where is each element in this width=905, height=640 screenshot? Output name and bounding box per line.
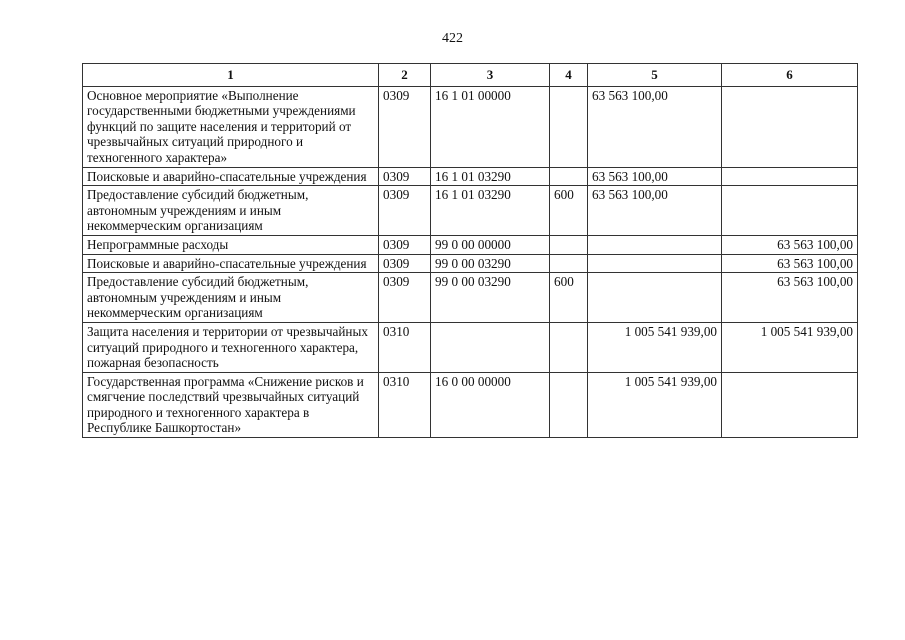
table-row [83,254,858,273]
row-section-code: 0309 [379,235,431,254]
page-number: 422 [442,31,463,46]
table-body [83,86,858,437]
row-target-article: 16 1 01 00000 [431,86,550,167]
row-name: Государственная программа «Снижение рисков и смягчение последствий чрезвычайных ситуаций природного и техногенного характера в Республике Башкортостан» [83,372,379,437]
row-target-article: 99 0 00 03290 [431,273,550,323]
row-name: Поисковые и аварийно-спасательные учреждения [83,254,379,273]
row-amount-col5 [588,235,722,254]
row-name: Предоставление субсидий бюджетным, автономным учреждениям и иным некоммерческим организациям [83,273,379,323]
row-amount-col6: 1 005 541 939,00 [722,322,858,372]
table-row [83,372,858,437]
row-expense-type: 600 [550,186,588,236]
row-expense-type [550,254,588,273]
header-col-1: 1 [83,64,379,87]
header-col-4: 4 [550,64,588,87]
header-row [83,64,858,87]
row-name: Основное мероприятие «Выполнение государственными бюджетными учреждениями функций по защите населения и территорий от чрезвычайных ситуаций природного и техногенного характера» [83,86,379,167]
row-expense-type [550,372,588,437]
row-amount-col6: 63 563 100,00 [722,273,858,323]
row-target-article: 99 0 00 03290 [431,254,550,273]
row-name: Предоставление субсидий бюджетным, автономным учреждениям и иным некоммерческим организациям [83,186,379,236]
row-section-code: 0309 [379,167,431,186]
row-amount-col5: 63 563 100,00 [588,186,722,236]
row-amount-col5: 1 005 541 939,00 [588,372,722,437]
row-section-code: 0309 [379,254,431,273]
table-row [83,235,858,254]
row-section-code: 0309 [379,273,431,323]
header-col-6: 6 [722,64,858,87]
row-amount-col5: 63 563 100,00 [588,86,722,167]
row-section-code: 0309 [379,86,431,167]
row-amount-col6: 63 563 100,00 [722,254,858,273]
row-target-article: 16 1 01 03290 [431,186,550,236]
row-target-article [431,322,550,372]
row-amount-col5 [588,254,722,273]
table-row [83,273,858,323]
row-expense-type [550,86,588,167]
row-amount-col6 [722,86,858,167]
row-expense-type: 600 [550,273,588,323]
header-col-5: 5 [588,64,722,87]
row-amount-col6: 63 563 100,00 [722,235,858,254]
header-col-2: 2 [379,64,431,87]
row-amount-col6 [722,372,858,437]
table-row [83,167,858,186]
table-row [83,86,858,167]
row-name: Защита населения и территории от чрезвычайных ситуаций природного и техногенного характера, пожарная безопасность [83,322,379,372]
row-name: Поисковые и аварийно-спасательные учреждения [83,167,379,186]
row-expense-type [550,167,588,186]
row-amount-col6 [722,186,858,236]
header-col-3: 3 [431,64,550,87]
row-expense-type [550,235,588,254]
budget-table [82,63,858,438]
row-section-code: 0310 [379,372,431,437]
row-section-code: 0310 [379,322,431,372]
row-target-article: 99 0 00 00000 [431,235,550,254]
table-row [83,322,858,372]
row-target-article: 16 0 00 00000 [431,372,550,437]
row-amount-col5 [588,273,722,323]
row-expense-type [550,322,588,372]
row-amount-col6 [722,167,858,186]
row-amount-col5: 1 005 541 939,00 [588,322,722,372]
table-row [83,186,858,236]
row-section-code: 0309 [379,186,431,236]
row-amount-col5: 63 563 100,00 [588,167,722,186]
row-target-article: 16 1 01 03290 [431,167,550,186]
row-name: Непрограммные расходы [83,235,379,254]
